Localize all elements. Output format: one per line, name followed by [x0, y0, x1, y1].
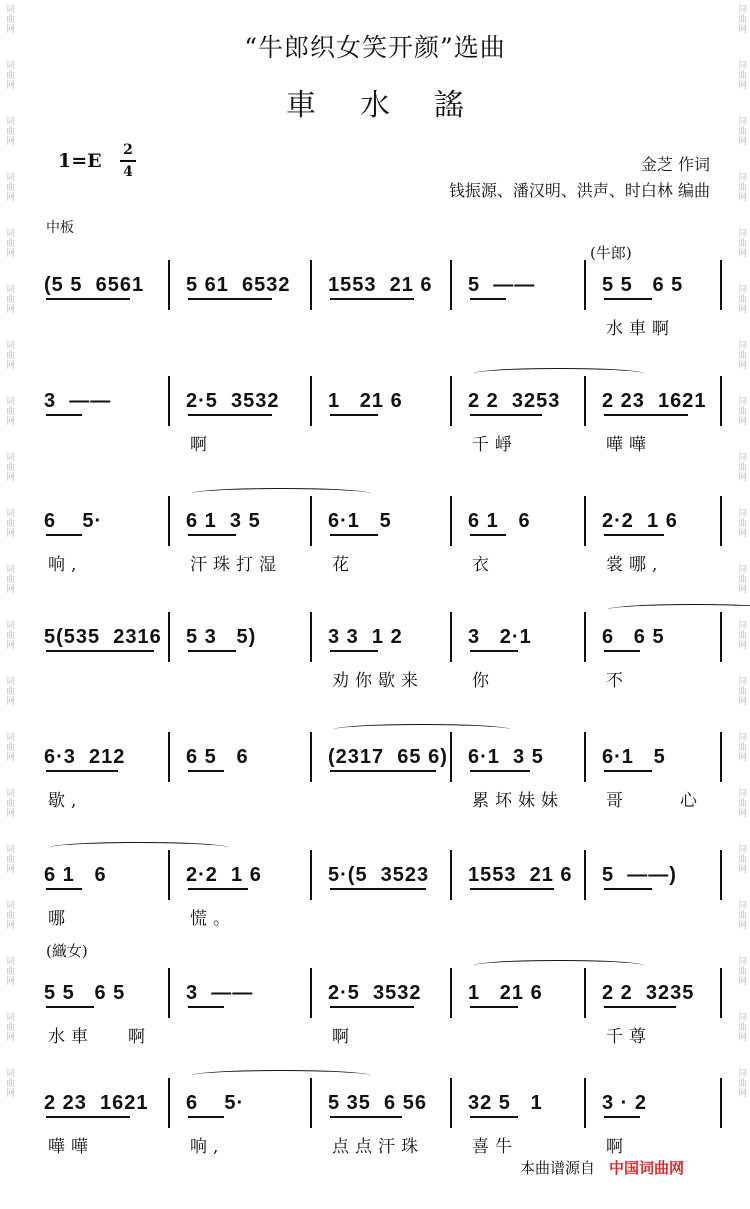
- watermark-text: 词曲网: [4, 60, 14, 90]
- measure: 3 3 1 2: [328, 625, 403, 648]
- lyric-text: 不: [606, 671, 629, 691]
- notation-line: [30, 858, 720, 892]
- barline: [310, 376, 312, 426]
- lyric-text: 累坏妹妹: [472, 791, 564, 811]
- watermark-text: 词曲网: [736, 340, 746, 370]
- measure: 5·(5 3523: [328, 863, 430, 886]
- beat-underline: [330, 650, 378, 652]
- watermark-text: 词曲网: [736, 60, 746, 90]
- watermark-text: 词曲网: [4, 340, 14, 370]
- measure: 5 5 6 5: [44, 981, 126, 1004]
- watermark-text: 词曲网: [736, 788, 746, 818]
- beat-underline: [604, 770, 652, 772]
- singer-role: (牛郎): [590, 244, 632, 262]
- composer-credit: 钱振源、潘汉明、洪声、时白林 编曲: [448, 181, 710, 200]
- watermark-text: 词曲网: [736, 228, 746, 258]
- beat-underline: [470, 534, 506, 536]
- lyric-line: [30, 430, 720, 456]
- measure: 1 21 6: [468, 981, 543, 1004]
- beat-underline: [604, 1116, 640, 1118]
- barline: [720, 612, 722, 662]
- slur: [608, 604, 750, 615]
- watermark-text: 词曲网: [736, 284, 746, 314]
- lyric-text: 裳哪,: [606, 555, 664, 575]
- barline: [720, 260, 722, 310]
- barline: [168, 376, 170, 426]
- beat-underline: [330, 1006, 414, 1008]
- measure: 32 5 1: [468, 1091, 543, 1114]
- beat-underline: [188, 650, 236, 652]
- slur: [334, 724, 510, 735]
- watermark-text: 词曲网: [4, 228, 14, 258]
- watermark-text: 词曲网: [736, 172, 746, 202]
- watermark-text: 词曲网: [736, 4, 746, 34]
- measure: 2 2 3235: [602, 981, 695, 1004]
- measure: 5 5 6 5: [602, 273, 684, 296]
- measure: 5 61 6532: [186, 273, 291, 296]
- lyric-text: 慌。: [190, 909, 236, 929]
- watermark-text: 词曲网: [736, 564, 746, 594]
- measure: 1553 21 6: [328, 273, 433, 296]
- lyric-line: [30, 1022, 720, 1048]
- notation-line: [30, 620, 720, 654]
- watermark-text: 词曲网: [736, 844, 746, 874]
- watermark-text: 词曲网: [736, 900, 746, 930]
- song-title: 車水謠: [286, 88, 508, 123]
- barline: [168, 1078, 170, 1128]
- beat-underline: [188, 298, 272, 300]
- lyric-text: 水車啊: [606, 319, 675, 339]
- barline: [584, 732, 586, 782]
- measure: 6 5·: [44, 509, 103, 532]
- watermark-text: 词曲网: [4, 732, 14, 762]
- measure: 3 2·1: [468, 625, 532, 648]
- barline: [720, 968, 722, 1018]
- lyric-text: 啊: [332, 1027, 355, 1047]
- barline: [310, 968, 312, 1018]
- watermark-text: 词曲网: [4, 788, 14, 818]
- slur: [192, 1070, 370, 1081]
- beat-underline: [46, 414, 82, 416]
- beat-underline: [330, 298, 414, 300]
- measure: 1553 21 6: [468, 863, 573, 886]
- watermark-text: 词曲网: [4, 620, 14, 650]
- lyric-text: 喜牛: [472, 1137, 518, 1157]
- barline: [168, 496, 170, 546]
- barline: [584, 1078, 586, 1128]
- beat-underline: [470, 1116, 518, 1118]
- measure: 6·1 5: [602, 745, 666, 768]
- watermark-text: 词曲网: [4, 508, 14, 538]
- watermark-text: 词曲网: [736, 116, 746, 146]
- lyric-text: 水車: [48, 1027, 94, 1047]
- time-fraction-bar: [120, 160, 136, 162]
- barline: [450, 496, 452, 546]
- barline: [168, 850, 170, 900]
- notation-line: [30, 384, 720, 418]
- lyric-text: 啊: [128, 1027, 151, 1047]
- notation-line: [30, 1086, 720, 1120]
- beat-underline: [330, 888, 426, 890]
- lyric-text: 嘩嘩: [606, 435, 652, 455]
- lyricist-credit: 金芝 作词: [640, 155, 710, 174]
- barline: [720, 850, 722, 900]
- key-signature: 1=E: [58, 150, 102, 172]
- measure: 5(535 2316: [44, 625, 162, 648]
- slur: [192, 488, 370, 499]
- lyric-line: [30, 786, 720, 812]
- source-credit: [520, 1157, 684, 1178]
- lyric-text: 劝你歇来: [332, 671, 424, 691]
- measure: 6 6 5: [602, 625, 665, 648]
- barline: [720, 732, 722, 782]
- barline: [310, 732, 312, 782]
- measure: 6 5 6: [186, 745, 249, 768]
- lyric-text: 哪: [48, 909, 71, 929]
- beat-underline: [604, 650, 640, 652]
- beat-underline: [470, 298, 506, 300]
- barline: [584, 968, 586, 1018]
- beat-underline: [470, 770, 530, 772]
- beat-underline: [46, 1006, 94, 1008]
- barline: [584, 850, 586, 900]
- measure: 6 5·: [186, 1091, 245, 1114]
- barline: [168, 260, 170, 310]
- measure: 3 · 2: [602, 1091, 648, 1114]
- measure: 5 ——): [602, 863, 677, 886]
- measure: (5 5 6561: [44, 273, 145, 296]
- beat-underline: [188, 770, 224, 772]
- lyric-line: [30, 666, 720, 692]
- measure: 6 1 6: [44, 863, 107, 886]
- beat-underline: [604, 298, 652, 300]
- barline: [450, 1078, 452, 1128]
- beat-underline: [330, 414, 378, 416]
- barline: [450, 376, 452, 426]
- lyric-line: [30, 904, 720, 930]
- beat-underline: [46, 534, 82, 536]
- beat-underline: [604, 888, 652, 890]
- lyric-text: 千尊: [606, 1027, 652, 1047]
- barline: [584, 496, 586, 546]
- barline: [450, 732, 452, 782]
- watermark-text: 词曲网: [4, 1012, 14, 1042]
- watermark-text: 词曲网: [4, 172, 14, 202]
- measure: 5 3 5): [186, 625, 257, 648]
- source-brand-link[interactable]: 中国词曲网: [609, 1159, 685, 1177]
- beat-underline: [330, 1116, 402, 1118]
- watermark-text: 词曲网: [4, 284, 14, 314]
- time-numerator: 2: [123, 142, 133, 158]
- beat-underline: [188, 1006, 224, 1008]
- lyric-line: [30, 314, 720, 340]
- watermark-left: [2, 0, 16, 1209]
- watermark-text: 词曲网: [736, 1068, 746, 1098]
- measure: 6·1 3 5: [468, 745, 544, 768]
- beat-underline: [188, 414, 272, 416]
- watermark-text: 词曲网: [4, 844, 14, 874]
- beat-underline: [604, 1006, 676, 1008]
- beat-underline: [330, 770, 436, 772]
- measure: 5 35 6 56: [328, 1091, 427, 1114]
- watermark-text: 词曲网: [736, 396, 746, 426]
- measure: 2 2 3253: [468, 389, 561, 412]
- measure: 3 ——: [186, 981, 254, 1004]
- barline: [168, 968, 170, 1018]
- barline: [310, 496, 312, 546]
- watermark-text: 词曲网: [4, 452, 14, 482]
- measure: 2 23 1621: [44, 1091, 149, 1114]
- notation-line: [30, 504, 720, 538]
- measure: 2·5 3532: [186, 389, 280, 412]
- lyric-line: [30, 550, 720, 576]
- beat-underline: [470, 414, 542, 416]
- measure: 2 23 1621: [602, 389, 707, 412]
- beat-underline: [604, 414, 688, 416]
- measure: 6 1 6: [468, 509, 531, 532]
- notation-line: [30, 740, 720, 774]
- notation-line: [30, 268, 720, 302]
- measure: 2·2 1 6: [602, 509, 678, 532]
- beat-underline: [470, 650, 518, 652]
- barline: [310, 260, 312, 310]
- watermark-text: 词曲网: [736, 676, 746, 706]
- time-signature: [120, 142, 136, 180]
- barline: [310, 612, 312, 662]
- beat-underline: [46, 298, 130, 300]
- lyric-text: 歇,: [48, 791, 83, 811]
- measure: 6·1 5: [328, 509, 392, 532]
- measure: 6 1 3 5: [186, 509, 261, 532]
- barline: [720, 496, 722, 546]
- beat-underline: [46, 770, 118, 772]
- barline: [450, 850, 452, 900]
- barline: [168, 732, 170, 782]
- lyric-text: 啊: [190, 435, 213, 455]
- lyric-text: 哥: [606, 791, 629, 811]
- lyric-text: 千崢: [472, 435, 518, 455]
- barline: [450, 968, 452, 1018]
- watermark-text: 词曲网: [4, 900, 14, 930]
- measure: 2·2 1 6: [186, 863, 262, 886]
- watermark-text: 词曲网: [736, 620, 746, 650]
- watermark-text: 词曲网: [4, 564, 14, 594]
- beat-underline: [46, 888, 82, 890]
- lyric-text: 你: [472, 671, 495, 691]
- measure: (2317 65 6): [328, 745, 448, 768]
- beat-underline: [188, 888, 248, 890]
- lyric-text: 汗珠打湿: [190, 555, 282, 575]
- watermark-text: 词曲网: [4, 1068, 14, 1098]
- lyric-text: 点点汗珠: [332, 1137, 424, 1157]
- watermark-text: 词曲网: [736, 732, 746, 762]
- measure: 1 21 6: [328, 389, 403, 412]
- slur: [50, 842, 228, 853]
- beat-underline: [470, 1006, 518, 1008]
- slur: [474, 368, 644, 379]
- lyric-text: 响,: [190, 1137, 225, 1157]
- lyric-text: 心: [680, 791, 703, 811]
- barline: [584, 260, 586, 310]
- lyric-text: 花: [332, 555, 355, 575]
- barline: [720, 376, 722, 426]
- measure: 6·3 212: [44, 745, 126, 768]
- watermark-text: 词曲网: [736, 1012, 746, 1042]
- lyric-text: 响,: [48, 555, 83, 575]
- lyric-line: [30, 1132, 720, 1158]
- beat-underline: [188, 534, 236, 536]
- watermark-text: 词曲网: [736, 452, 746, 482]
- watermark-text: 词曲网: [4, 676, 14, 706]
- barline: [584, 612, 586, 662]
- watermark-text: 词曲网: [4, 4, 14, 34]
- tempo-marking: 中板: [46, 220, 74, 236]
- barline: [584, 376, 586, 426]
- lyric-text: 嘩嘩: [48, 1137, 94, 1157]
- watermark-text: 词曲网: [736, 508, 746, 538]
- beat-underline: [330, 534, 378, 536]
- source-label: 本曲谱源自: [520, 1159, 596, 1177]
- singer-role: (織女): [46, 942, 88, 960]
- watermark-text: 词曲网: [4, 956, 14, 986]
- barline: [310, 1078, 312, 1128]
- measure: 2·5 3532: [328, 981, 422, 1004]
- watermark-text: 词曲网: [4, 116, 14, 146]
- barline: [450, 260, 452, 310]
- lyric-text: 衣: [472, 555, 495, 575]
- notation-line: [30, 976, 720, 1010]
- beat-underline: [604, 534, 664, 536]
- beat-underline: [46, 1116, 130, 1118]
- slur: [474, 960, 644, 971]
- beat-underline: [188, 1116, 224, 1118]
- watermark-text: 词曲网: [736, 956, 746, 986]
- page-title: “牛郎织女笑开颜”选曲: [244, 33, 506, 62]
- barline: [168, 612, 170, 662]
- beat-underline: [46, 650, 154, 652]
- measure: 5 ——: [468, 273, 536, 296]
- barline: [310, 850, 312, 900]
- beat-underline: [470, 888, 554, 890]
- barline: [450, 612, 452, 662]
- time-denominator: 4: [123, 163, 133, 180]
- measure: 3 ——: [44, 389, 112, 412]
- barline: [720, 1078, 722, 1128]
- lyric-text: 啊: [606, 1137, 629, 1157]
- watermark-text: 词曲网: [4, 396, 14, 426]
